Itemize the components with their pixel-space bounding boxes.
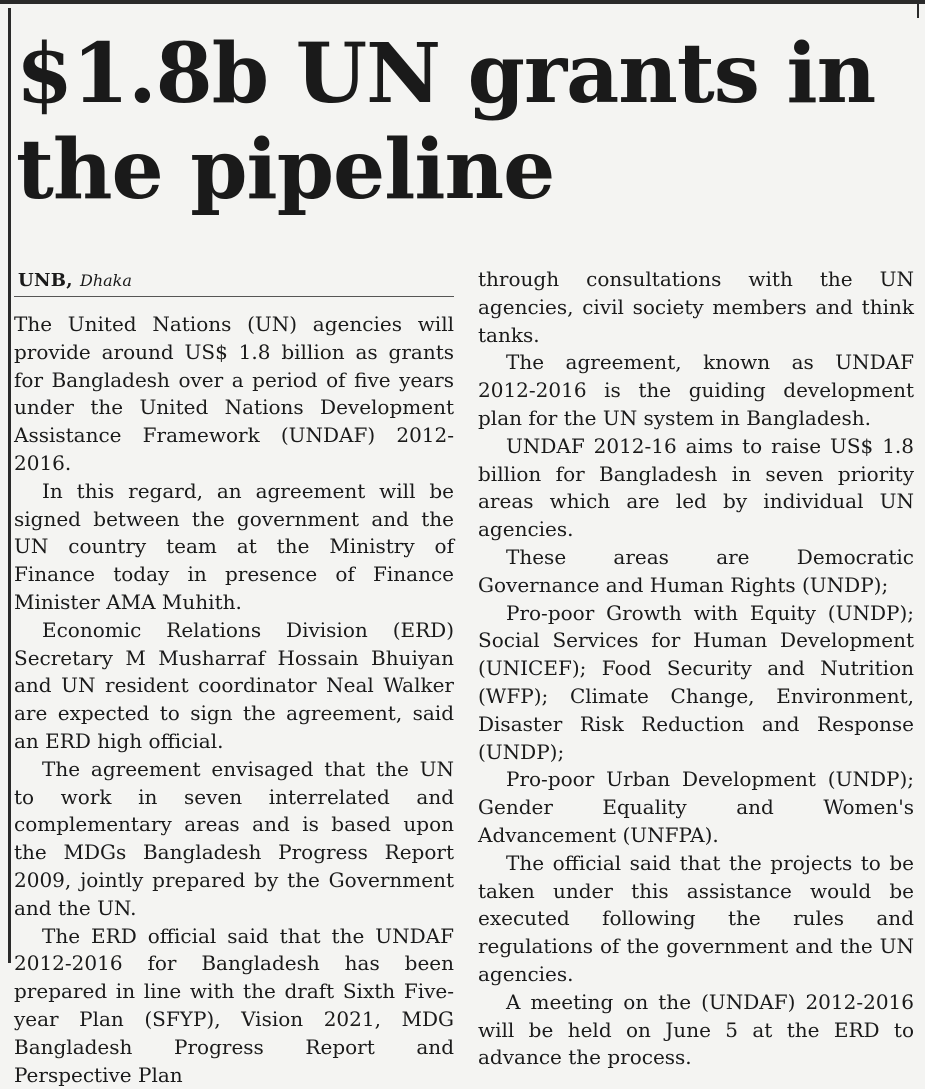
headline-line-2: the pipeline xyxy=(16,122,555,218)
paragraph: through consultations with the UN agencies, civil society members and think tanks. xyxy=(478,267,914,347)
headline xyxy=(16,26,896,218)
right-border-rule xyxy=(917,0,919,18)
paragraph: In this regard, an agreement will be signed between the government and the UN country team at the Ministry of Finance today in presence of Finance Minister AMA Muhith. xyxy=(14,478,454,614)
top-border-rule xyxy=(0,0,925,4)
byline xyxy=(14,266,454,297)
left-border-rule xyxy=(8,8,11,963)
paragraph: The agreement envisaged that the UN to work in seven interrelated and complementary areas and is based upon the MDGs Bangladesh Progress Report 2009, jointly prepared by the Government and the UN. xyxy=(14,756,454,920)
paragraph: UNDAF 2012-16 aims to raise US$ 1.8 billion for Bangladesh in seven priority areas which are led by individual UN agencies. xyxy=(478,433,914,542)
paragraph: The official said that the projects to be taken under this assistance would be executed following the rules and regulations of the government and the UN agencies. xyxy=(478,850,914,986)
byline-agency: UNB, xyxy=(18,270,73,291)
paragraph: Economic Relations Division (ERD) Secretary M Musharraf Hossain Bhuiyan and UN resident coordinator Neal Walker are expected to sign the agreement, said an ERD high official. xyxy=(14,617,454,753)
paragraph: The agreement, known as UNDAF 2012-2016 is the guiding development plan for the UN system in Bangladesh. xyxy=(478,350,914,430)
paragraph: Pro-poor Urban Development (UNDP); Gender Equality and Women's Advancement (UNFPA). xyxy=(478,767,914,847)
article-body-left xyxy=(14,311,454,1089)
headline-line-1: $1.8b UN grants in xyxy=(16,26,876,122)
paragraph: The United Nations (UN) agencies will provide around US$ 1.8 billion as grants for Bangladesh over a period of five years under the United Nations Development Assistance Framework (UNDAF) 2012-2016. xyxy=(14,312,454,475)
paragraph: A meeting on the (UNDAF) 2012-2016 will be held on June 5 at the ERD to advance the process. xyxy=(478,989,914,1070)
article-body-right xyxy=(478,266,914,1072)
byline-place: Dhaka xyxy=(80,271,132,290)
article-column-right xyxy=(478,266,914,1072)
paragraph: The ERD official said that the UNDAF 2012-2016 for Bangladesh has been prepared in line with the draft Sixth Five-year Plan (SFYP), Vision 2021, MDG Bangladesh Progress Report and Perspective Plan xyxy=(14,923,454,1087)
paragraph: These areas are Democratic Governance and Human Rights (UNDP); xyxy=(478,544,914,597)
paragraph: Pro-poor Growth with Equity (UNDP); Social Services for Human Development (UNICEF); Food Security and Nutrition (WFP); Climate Change, Environment, Disaster Risk Reduction and Response (UNDP); xyxy=(478,600,914,764)
article-column-left xyxy=(14,266,454,1089)
